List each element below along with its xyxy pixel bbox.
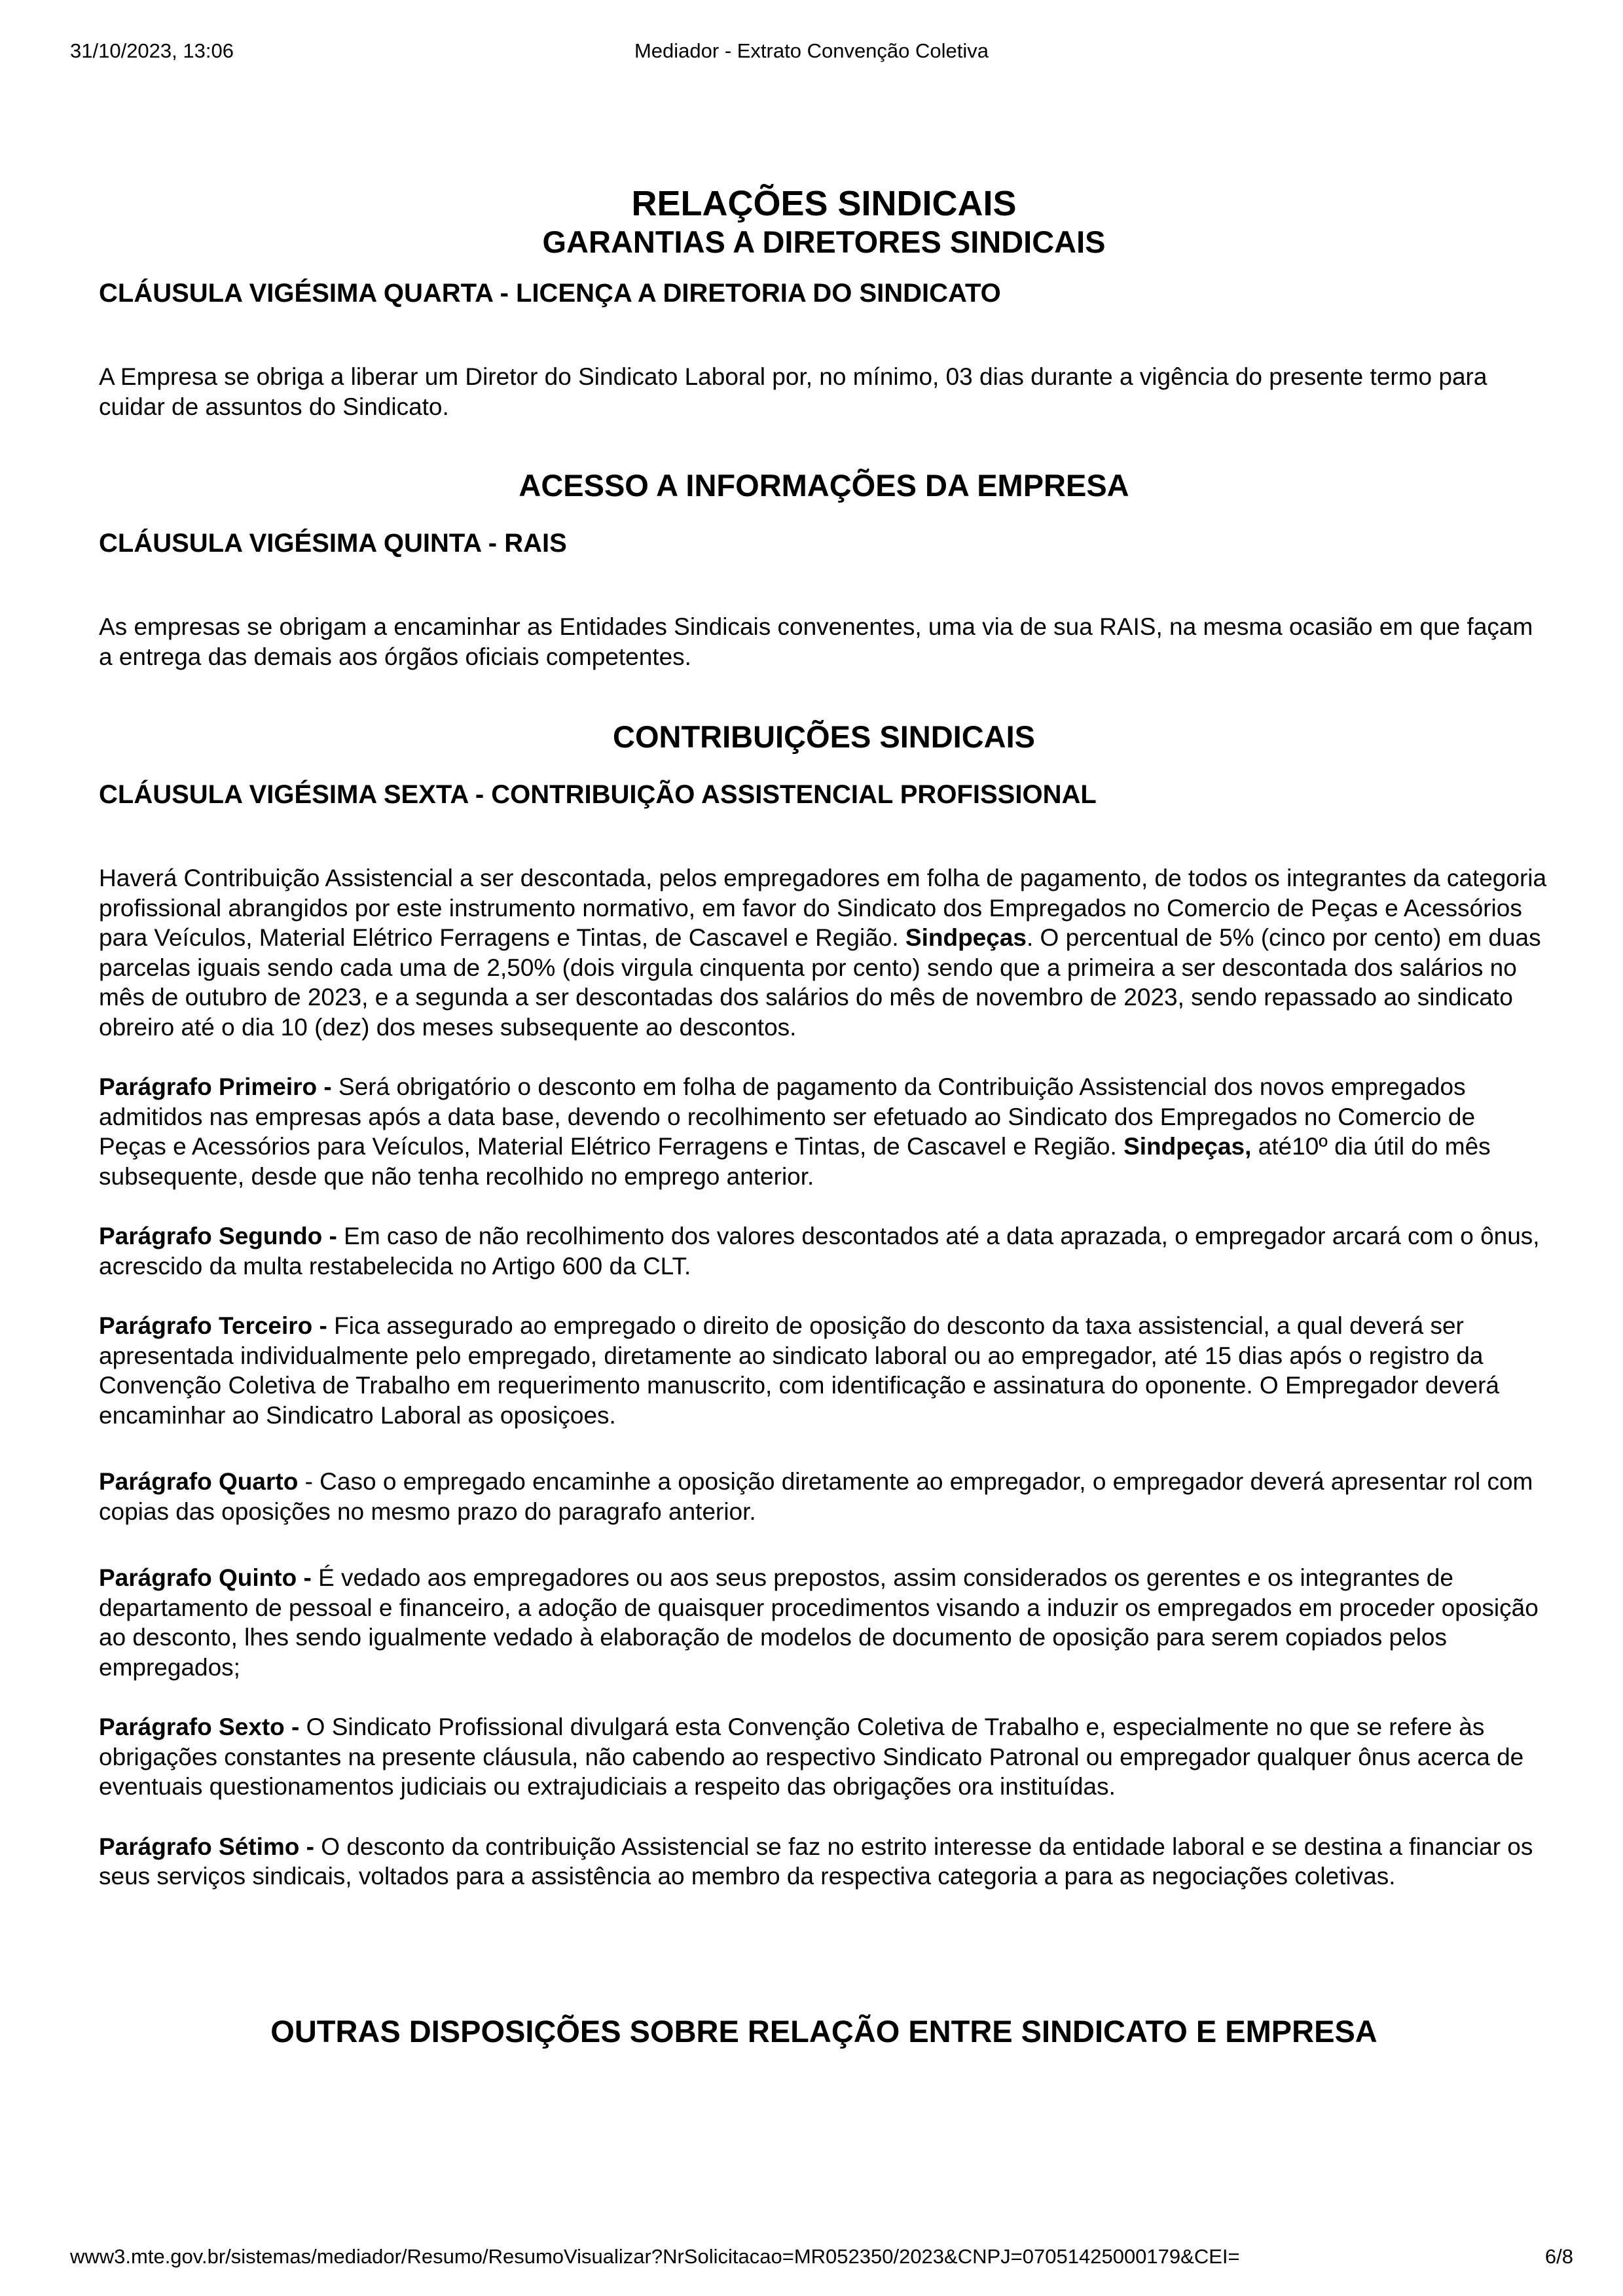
print-datetime: 31/10/2023, 13:06 [70, 39, 234, 62]
paragraph-primeiro [99, 1072, 1549, 1191]
paragraph-terceiro-label: Parágrafo Terceiro - [99, 1312, 335, 1339]
paragraph-quarto-text: - Caso o empregado encaminhe a oposição diretamente ao empregador, o empregador deverá apresentar rol com copias das oposições no mesmo prazo do paragrafo anterior. [99, 1468, 1533, 1525]
paragraph-quarto-label: Parágrafo Quarto [99, 1468, 299, 1495]
print-url: www3.mte.gov.br/sistemas/mediador/Resumo/ResumoVisualizar?NrSolicitacao=MR052350/2023&CNPJ=07051425000179&CEI= [70, 2245, 1240, 2268]
clause-26-intro [99, 863, 1549, 1042]
paragraph-primeiro-bold: Sindpeças, [1123, 1133, 1252, 1160]
paragraph-terceiro-text: Fica assegurado ao empregado o direito de oposição do desconto da taxa assistencial, a qual deverá ser apresentada individualmente pelo empregado, diretamente ao sindicato laboral ou ao empregador, até 15 dias após o registro da Convenção Coletiva de Trabalho em requerimento manuscrito, com identificação e assinatura do oponente. O Empregador deverá encaminhar ao Sindicatro Laboral as oposiçoes. [99, 1312, 1499, 1429]
clause-24-title: CLÁUSULA VIGÉSIMA QUARTA - LICENÇA A DIRETORIA DO SINDICATO [99, 279, 1001, 308]
paragraph-primeiro-text-b: até10º dia útil do mês subsequente, desde que não tenha recolhido no emprego anterior. [99, 1133, 1491, 1190]
clause-24-text: A Empresa se obriga a liberar um Diretor do Sindicato Laboral por, no mínimo, 03 dias durante a vigência do presente termo para cuidar de assuntos do Sindicato. [99, 363, 1487, 420]
section-title-relacoes-sindicais: RELAÇÕES SINDICAIS [631, 184, 1017, 223]
section-subtitle-contribuicoes: CONTRIBUIÇÕES SINDICAIS [613, 719, 1035, 754]
clause-26-title: CLÁUSULA VIGÉSIMA SEXTA - CONTRIBUIÇÃO ASSISTENCIAL PROFISSIONAL [99, 780, 1097, 809]
paragraph-quinto-label: Parágrafo Quinto - [99, 1564, 319, 1591]
clause-26-intro-a: Haverá Contribuição Assistencial a ser descontada, pelos empregadores em folha de pagamento, de todos os integrantes da categoria profissional abrangidos por este instrumento normativo, em favor do Sindicato dos Empregados no Comercio de Peças e Acessórios para Veículos, Material Elétrico Ferragens e Tintas, de Cascavel e Região. [99, 865, 1547, 951]
clause-25-title: CLÁUSULA VIGÉSIMA QUINTA - RAIS [99, 529, 567, 558]
paragraph-sexto-text: O Sindicato Profissional divulgará esta Convenção Coletiva de Trabalho e, especialmente no que se refere às obrigações constantes na presente cláusula, não cabendo ao respectivo Sindicato Patronal ou empregador qualquer ônus acerca de eventuais questionamentos judiciais ou extrajudiciais a respeito das obrigações ora instituídas. [99, 1713, 1524, 1800]
section-subtitle-acesso-informacoes: ACESSO A INFORMAÇÕES DA EMPRESA [519, 468, 1129, 503]
paragraph-primeiro-text-a: Será obrigatório o desconto em folha de pagamento da Contribuição Assistencial dos novos empregados admitidos nas empresas após a data base, devendo o recolhimento ser efetuado ao Sindicato dos Empregados no Comercio de Peças e Acessórios para Veículos, Material Elétrico Ferragens e Tintas, de Cascavel e Região. [99, 1073, 1476, 1160]
paragraph-terceiro [99, 1311, 1549, 1430]
document-body [99, 183, 1549, 2050]
paragraph-setimo-text: O desconto da contribuição Assistencial se faz no estrito interesse da entidade laboral e se destina a financiar os seus serviços sindicais, voltados para a assistência ao membro da respectiva categoria a para as negociações coletivas. [99, 1833, 1533, 1890]
paragraph-setimo [99, 1832, 1549, 1892]
paragraph-sexto-label: Parágrafo Sexto - [99, 1713, 306, 1740]
paragraph-quinto [99, 1563, 1549, 1682]
clause-25-text: As empresas se obrigam a encaminhar as Entidades Sindicais convenentes, uma via de sua RAIS, na mesma ocasião em que façam a entrega das demais aos órgãos oficiais competentes. [99, 613, 1533, 670]
paragraph-primeiro-label: Parágrafo Primeiro - [99, 1073, 339, 1100]
paragraph-quinto-text: É vedado aos empregadores ou aos seus prepostos, assim considerados os gerentes e os integrantes de departamento de pessoal e financeiro, a adoção de quaisquer procedimentos visando a induzir os empregados em proceder oposição ao desconto, lhes sendo igualmente vedado à elaboração de modelos de documento de oposição para serem copiados pelos empregados; [99, 1564, 1539, 1681]
paragraph-setimo-label: Parágrafo Sétimo - [99, 1833, 321, 1860]
section-subtitle-garantias: GARANTIAS A DIRETORES SINDICAIS [542, 224, 1106, 259]
print-page-number: 6/8 [1544, 2245, 1573, 2268]
print-page-title: Mediador - Extrato Convenção Coletiva [634, 39, 989, 62]
paragraph-quarto [99, 1467, 1549, 1526]
clause-26-intro-b: . O percentual de 5% (cinco por cento) em duas parcelas iguais sendo cada uma de 2,50% (dois virgula cinquenta por cento) sendo que a primeira a ser descontada dos salários no mês de outubro de 2023, e a segunda a ser descontadas dos salários do mês de novembro de 2023, sendo repassado ao sindicato obreiro até o dia 10 (dez) dos meses subsequente ao descontos. [99, 924, 1541, 1041]
clause-26-intro-bold: Sindpeças [905, 924, 1027, 951]
paragraph-segundo-label: Parágrafo Segundo - [99, 1223, 344, 1249]
paragraph-segundo-text: Em caso de não recolhimento dos valores descontados até a data aprazada, o empregador arcará com o ônus, acrescido da multa restabelecida no Artigo 600 da CLT. [99, 1223, 1540, 1280]
paragraph-segundo [99, 1221, 1549, 1281]
section-subtitle-outras-disposicoes: OUTRAS DISPOSIÇÕES SOBRE RELAÇÃO ENTRE SINDICATO E EMPRESA [270, 2013, 1377, 2049]
paragraph-sexto [99, 1712, 1549, 1802]
